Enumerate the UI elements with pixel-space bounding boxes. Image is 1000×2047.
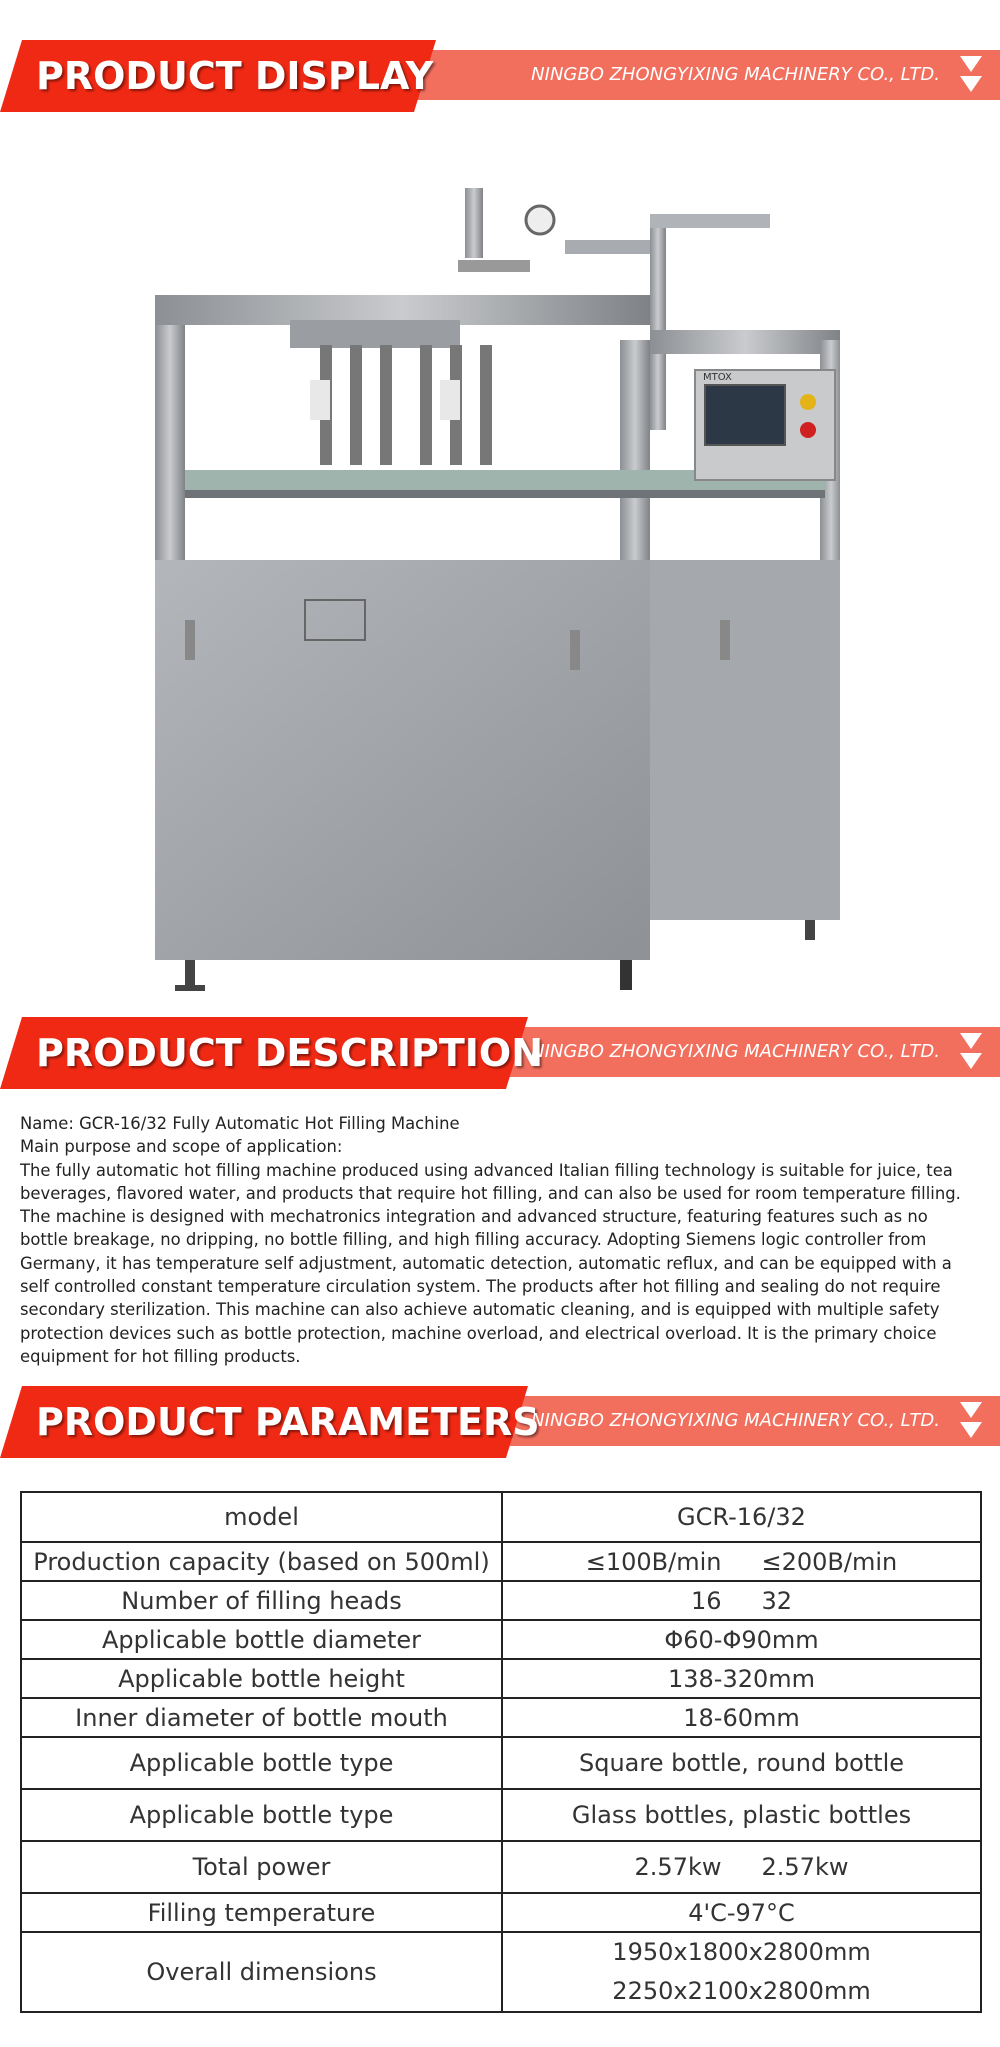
purpose-label: Main purpose and scope of application: <box>20 1137 343 1157</box>
param-value-part: 1950x1800x2800mm <box>612 1938 871 1966</box>
param-label: Production capacity (based on 500ml) <box>21 1542 502 1581</box>
table-row <box>21 1841 981 1893</box>
param-value-part: 2250x2100x2800mm <box>612 1977 871 2005</box>
param-label: Applicable bottle type <box>21 1737 502 1789</box>
section-title: PRODUCT DISPLAY <box>36 54 434 98</box>
param-value-part: 2.57kw <box>761 1853 849 1881</box>
section-title: PRODUCT DESCRIPTION <box>36 1031 544 1075</box>
param-value <box>502 1581 981 1620</box>
param-label: Filling temperature <box>21 1893 502 1932</box>
company-name: NINGBO ZHONGYIXING MACHINERY CO., LTD. <box>531 1410 940 1431</box>
product-display-header <box>0 40 1000 112</box>
param-value-part: ≤200B/min <box>761 1547 898 1576</box>
company-name: NINGBO ZHONGYIXING MACHINERY CO., LTD. <box>531 64 940 85</box>
section-title: PRODUCT PARAMETERS <box>36 1400 540 1444</box>
table-row <box>21 1542 981 1581</box>
product-description <box>20 1112 980 1368</box>
param-value-part: 16 <box>690 1586 722 1615</box>
chevron-down-icon <box>960 54 982 96</box>
param-value: Glass bottles, plastic bottles <box>502 1789 981 1841</box>
table-row <box>21 1932 981 2012</box>
chevron-down-icon <box>960 1400 982 1442</box>
table-row <box>21 1620 981 1659</box>
product-description-header <box>0 1017 1000 1089</box>
parameters-table <box>20 1491 982 2013</box>
table-row <box>21 1698 981 1737</box>
company-name: NINGBO ZHONGYIXING MACHINERY CO., LTD. <box>531 1041 940 1062</box>
param-value: 18-60mm <box>502 1698 981 1737</box>
param-label: Overall dimensions <box>21 1932 502 2012</box>
panel-brand: MTOX <box>703 372 732 383</box>
param-value-part: ≤100B/min <box>585 1547 722 1576</box>
machine-photo <box>140 180 840 1000</box>
param-value <box>502 1932 981 2012</box>
table-row <box>21 1737 981 1789</box>
table-row <box>21 1893 981 1932</box>
param-label: Applicable bottle type <box>21 1789 502 1841</box>
param-label: Applicable bottle diameter <box>21 1620 502 1659</box>
product-name: Name: GCR-16/32 Fully Automatic Hot Filling Machine <box>20 1114 460 1133</box>
param-label: Applicable bottle height <box>21 1659 502 1698</box>
param-value-part: 2.57kw <box>634 1853 722 1881</box>
table-row <box>21 1492 981 1542</box>
param-value: GCR-16/32 <box>502 1492 981 1542</box>
chevron-down-icon <box>960 1031 982 1073</box>
param-value: 138-320mm <box>502 1659 981 1698</box>
param-label: Number of filling heads <box>21 1581 502 1620</box>
table-row <box>21 1659 981 1698</box>
product-parameters-header <box>0 1386 1000 1458</box>
param-label: Total power <box>21 1841 502 1893</box>
table-row <box>21 1581 981 1620</box>
param-value <box>502 1542 981 1581</box>
param-label: Inner diameter of bottle mouth <box>21 1698 502 1737</box>
param-value: Square bottle, round bottle <box>502 1737 981 1789</box>
param-value-part: 32 <box>761 1586 793 1615</box>
param-value <box>502 1841 981 1893</box>
table-row <box>21 1789 981 1841</box>
param-value: 4'C-97°C <box>502 1893 981 1932</box>
param-label: model <box>21 1492 502 1542</box>
param-value: Φ60-Φ90mm <box>502 1620 981 1659</box>
description-body: The fully automatic hot filling machine produced using advanced Italian filling technology is suitable for juice, tea beverages, flavored water, and products that require hot filling, and can also be used for room temperature filling. The machine is designed with mechatronics integration and advanced structure, featuring features such as no bottle breakage, no dripping, no bottle filling, and high filling accuracy. Adopting Siemens logic controller from Germany, it has temperature self adjustment, automatic detection, automatic reflux, and can be equipped with a self controlled constant temperature circulation system. The products after hot filling and sealing do not require secondary sterilization. This machine can also achieve automatic cleaning, and is equipped with multiple safety protection devices such as bottle protection, machine overload, and electrical overload. It is the primary choice equipment for hot filling products. <box>20 1160 961 1366</box>
